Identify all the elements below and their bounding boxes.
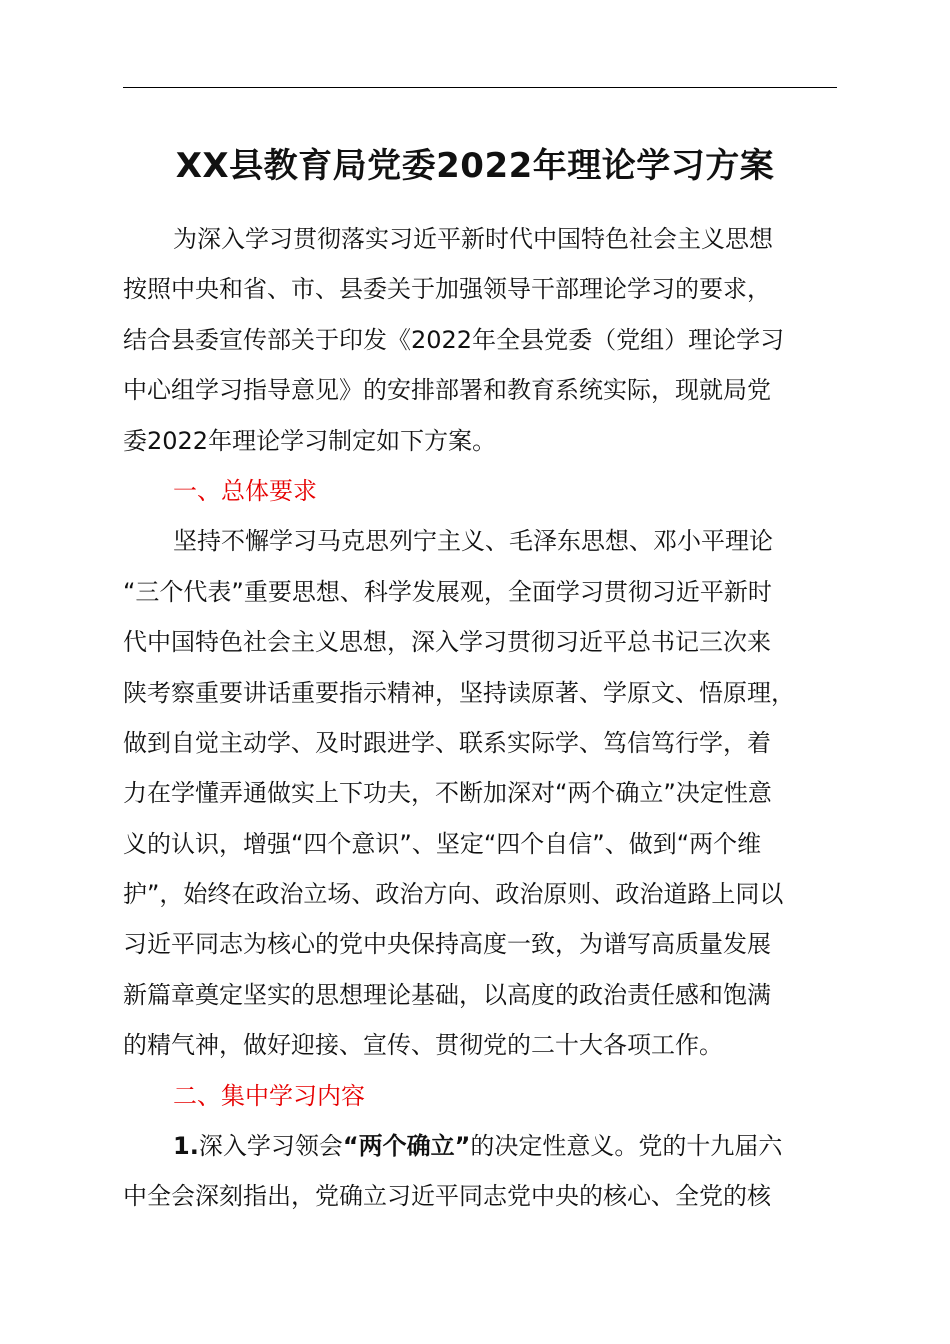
intro-line: 委2022年理论学习制定如下方案。 xyxy=(123,426,497,455)
section1-line: “三个代表”重要思想、科学发展观，全面学习贯彻习近平新时 xyxy=(123,577,772,606)
section1-line: 习近平同志为核心的党中央保持高度一致，为谱写高质量发展 xyxy=(123,930,771,959)
section1-line: 陕考察重要讲话重要指示精神，坚持读原著、学原文、悟原理， xyxy=(123,678,795,707)
section1-line: 力在学懂弄通做实上下功夫，不断加深对“两个确立”决定性意 xyxy=(123,779,772,808)
section-heading-study-content: 二、集中学习内容 xyxy=(173,1081,365,1110)
item1-text-rest: 的决定性意义。党的十九届六 xyxy=(470,1132,783,1161)
section1-line: 护”，始终在政治立场、政治方向、政治原则、政治道路上同以 xyxy=(123,880,784,909)
intro-line: 按照中央和省、市、县委关于加强领导干部理论学习的要求， xyxy=(123,275,771,304)
document-body xyxy=(123,214,839,1222)
document-title: XX县教育局党委2022年理论学习方案 xyxy=(175,146,775,186)
intro-line: 中心组学习指导意见》的安排部署和教育系统实际，现就局党 xyxy=(123,376,771,405)
section1-line: 新篇章奠定坚实的思想理论基础，以高度的政治责任感和饱满 xyxy=(123,980,771,1009)
section1-line: 义的认识，增强“四个意识”、坚定“四个自信”、做到“两个维 xyxy=(123,829,762,858)
section2-item1-line xyxy=(123,1121,839,1171)
section1-line: 做到自觉主动学、及时跟进学、联系实际学、笃信笃行学，着 xyxy=(123,728,771,757)
item-number: 1. xyxy=(173,1132,199,1161)
intro-line: 结合县委宣传部关于印发《2022年全县党委（党组）理论学习 xyxy=(123,325,785,354)
section2-item1-line: 中全会深刻指出，党确立习近平同志党中央的核心、全党的核 xyxy=(123,1182,771,1211)
item1-text: 深入学习领会 xyxy=(198,1132,343,1161)
section1-line: 代中国特色社会主义思想，深入学习贯彻习近平总书记三次来 xyxy=(123,628,771,657)
section1-line: 的精气神，做好迎接、宣传、贯彻党的二十大各项工作。 xyxy=(123,1031,723,1060)
section-heading-general-requirements: 一、总体要求 xyxy=(173,476,317,505)
intro-line: 为深入学习贯彻落实习近平新时代中国特色社会主义思想 xyxy=(173,225,773,253)
item1-bold-term: “两个确立” xyxy=(342,1132,471,1161)
section1-line: 坚持不懈学习马克思列宁主义、毛泽东思想、邓小平理论 xyxy=(173,527,773,556)
header-rule xyxy=(123,87,837,88)
